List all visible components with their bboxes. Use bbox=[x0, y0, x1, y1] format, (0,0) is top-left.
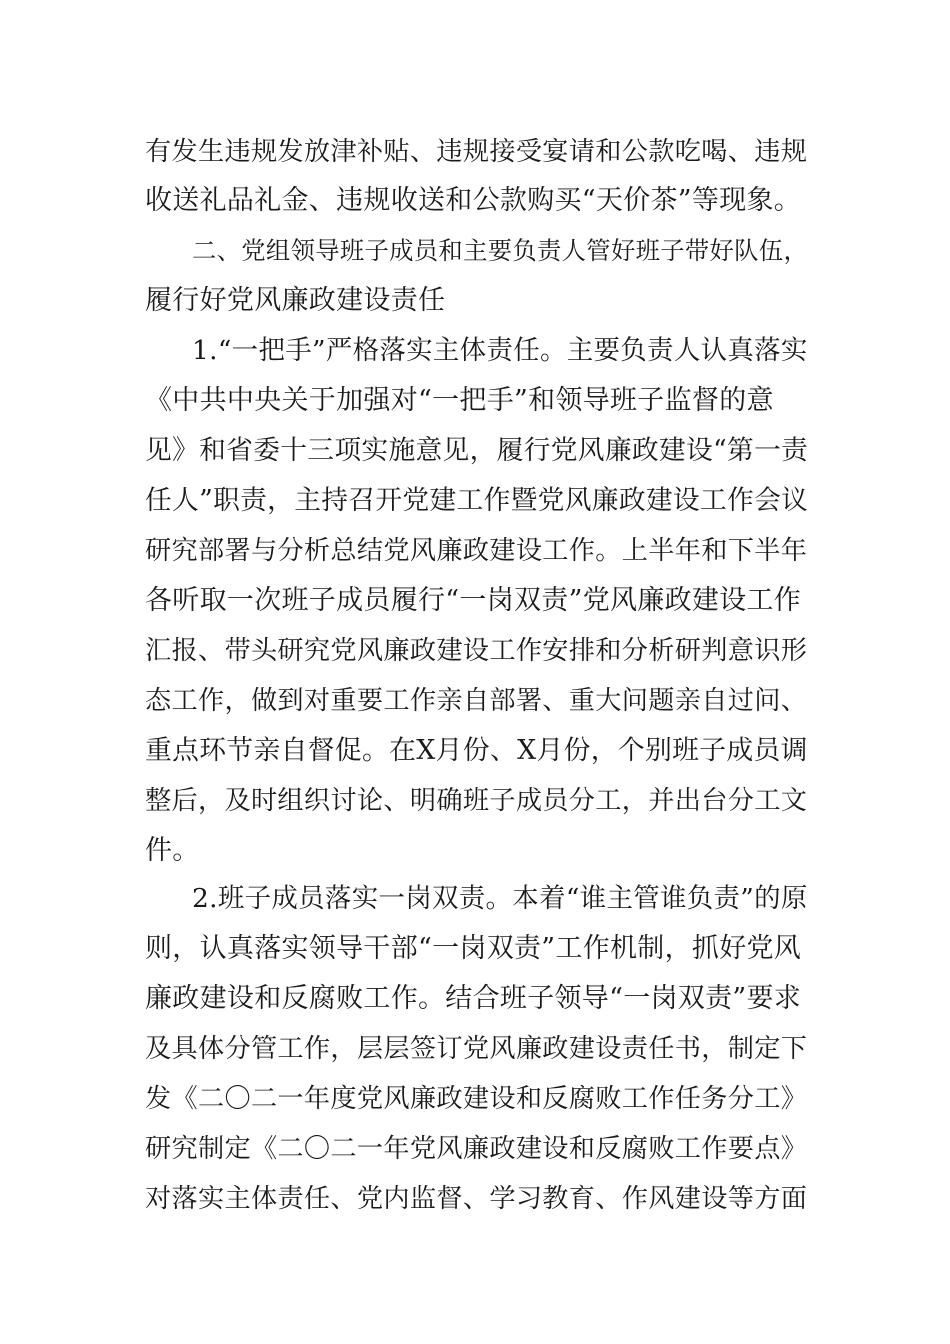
paragraph-line: 态工作，做到对重要工作亲自部署、重大问题亲自过问、 bbox=[145, 686, 808, 716]
paragraph-line: 任人”职责，主持召开党建工作暨党风廉政建设工作会议 bbox=[145, 485, 809, 516]
paragraph-line: 汇报、带头研究党风廉政建设工作安排和分析研判意识形 bbox=[145, 636, 808, 666]
paragraph-line: 发《二〇二一年度党风廉政建设和反腐败工作任务分工》 bbox=[145, 1084, 808, 1114]
paragraph-line: 研究部署与分析总结党风廉政建设工作。上半年和下半年 bbox=[145, 536, 808, 566]
section-heading-line: 二、党组领导班子成员和主要负责人管好班子带好队伍， bbox=[192, 236, 809, 265]
paragraph-line: 收送礼品礼金、违规收送和公款购买“天价茶”等现象。 bbox=[145, 185, 802, 216]
paragraph-line: 见》和省委十三项实施意见，履行党风廉政建设“第一责 bbox=[145, 435, 809, 466]
paragraph-line: 廉政建设和反腐败工作。结合班子领导“一岗双责”要求 bbox=[145, 983, 802, 1014]
paragraph-line: 各听取一次班子成员履行“一岗双责”党风廉政建设工作 bbox=[145, 585, 802, 616]
paragraph-line: 则，认真落实领导干部“一岗双责”工作机制，抓好党风 bbox=[145, 933, 802, 964]
paragraph-line: 整后，及时组织讨论、明确班子成员分工，并出台分工文 bbox=[145, 786, 808, 816]
paragraph-line: 件。 bbox=[145, 835, 200, 866]
paragraph-line: 重点环节亲自督促。在X月份、X月份，个别班子成员调 bbox=[145, 735, 808, 766]
paragraph-line: 2.班子成员落实一岗双责。本着“谁主管谁负责”的原 bbox=[192, 883, 808, 914]
paragraph-line: 对落实主体责任、党内监督、学习教育、作风建设等方面 bbox=[145, 1184, 808, 1214]
paragraph-line: 研究制定《二〇二一年党风廉政建设和反腐败工作要点》 bbox=[145, 1134, 808, 1164]
paragraph-line: 及具体分管工作，层层签订党风廉政建设责任书，制定下 bbox=[145, 1034, 808, 1064]
paragraph-line: 《中共中央关于加强对“一把手”和领导班子监督的意 bbox=[145, 385, 774, 416]
section-heading-line: 履行好党风廉政建设责任 bbox=[145, 285, 446, 316]
paragraph-line: 1.“一把手”严格落实主体责任。主要负责人认真落实 bbox=[192, 335, 808, 366]
paragraph-line: 有发生违规发放津补贴、违规接受宴请和公款吃喝、违规 bbox=[145, 137, 808, 167]
